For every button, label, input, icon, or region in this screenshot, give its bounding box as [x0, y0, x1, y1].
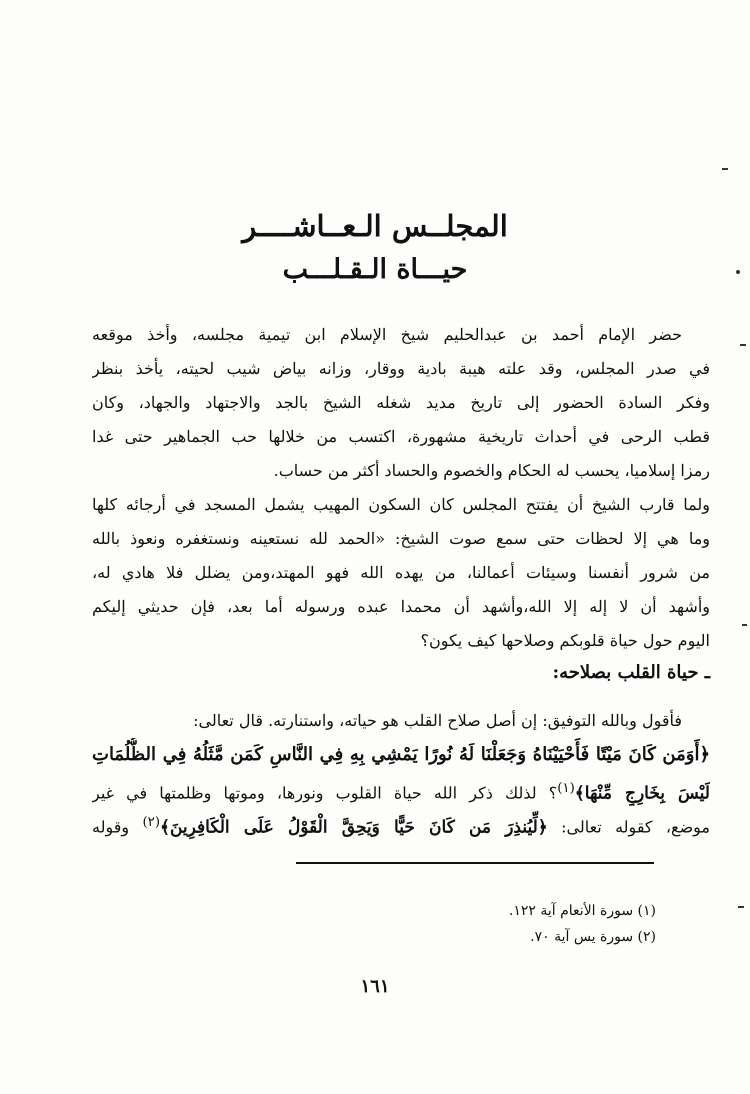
body-line: وأشهد أن لا إله إلا الله،وأشهد أن محمدا عبده ورسوله أما بعد، فإن حديثي إليكم	[92, 597, 710, 616]
body-line: قطب الرحى في أحداث تاريخية مشهورة، اكتسب من خلالها حب الجماهير حتى غدا	[92, 427, 710, 446]
scan-mark	[740, 344, 746, 346]
footnote: (١) سورة الأنعام آية ١٢٢.	[508, 903, 656, 919]
mixed-line	[92, 806, 710, 840]
body-text: وقوله	[92, 817, 130, 837]
footnote-ref: (٢)	[142, 815, 161, 830]
body-line: وفكر السادة الحضور إلى تاريخ مديد شغله الشيخ بالجد والاجتهاد والجهاد، وكان	[92, 393, 710, 412]
body-line: حضر الإمام أحمد بن عبدالحليم شيخ الإسلام ابن تيمية مجلسه، وأخذ موقعه	[92, 325, 682, 344]
body-line: من شرور أنفسنا وسيئات أعمالنا، من يهده الله فهو المهتد،ومن يضلل فلا هادي له،	[92, 563, 710, 582]
footnote-divider	[296, 862, 654, 864]
body-line: رمزا إسلاميا، يحسب له الحكام والخصوم والحساد أكثر من حساب.	[273, 461, 710, 480]
chapter-subtitle: حيـــاة الـقـلـــب	[282, 254, 468, 285]
body-text: موضع، كقوله تعالى:	[561, 817, 710, 837]
scan-mark	[742, 624, 747, 626]
scan-mark	[736, 270, 740, 274]
scan-mark	[722, 168, 728, 170]
page-number: ١٦١	[360, 976, 390, 997]
body-text: ؟ لذلك ذكر الله حياة القلوب ونورها، وموتها وظلمتها في غير	[92, 783, 558, 803]
footnote: (٢) سورة يس آية ٧٠.	[530, 929, 656, 945]
section-heading: ـ حياة القلب بصلاحه:	[552, 662, 710, 683]
section-line: فأقول وبالله التوفيق: إن أصل صلاح القلب هو حياته، واستنارته. قال تعالى:	[193, 711, 682, 730]
body-line: ولما قارب الشيخ أن يفتتح المجلس كان السكون المهيب يشمل المسجد في أرجائه كلها	[92, 495, 710, 514]
quran-verse-line: ﴿أَوَمَن كَانَ مَيْتًا فَأَحْيَيْنَاهُ وَجَعَلْنَا لَهُ نُورًا يَمْشِي بِهِ فِي النَّاسِ كَمَن مَّثَلُهُ فِي الظُّلُمَاتِ	[92, 744, 710, 765]
footnote-ref: (١)	[557, 781, 575, 796]
body-line: اليوم حول حياة قلوبكم وصلاحها كيف يكون؟	[420, 631, 710, 650]
mixed-line	[92, 772, 710, 806]
quran-verse: ﴿لِّيُنذِرَ مَن كَانَ حَيًّا وَيَحِقَّ الْقَوْلُ عَلَى الْكَافِرِينَ﴾	[160, 817, 548, 838]
scan-mark	[738, 906, 744, 908]
body-line: في صدر المجلس، وقد علته هيبة بادية ووقار، وزانه بياض شيب لحيته، يأخذ بنظر	[92, 359, 710, 378]
chapter-title: المجلــس الـعــاشــــر	[242, 209, 508, 243]
quran-verse: لَيْسَ بِخَارِجٍ مِّنْهَا﴾	[574, 783, 710, 804]
body-line: وما هي إلا لحظات حتى سمع صوت الشيخ: «الحمد لله نستعينه ونستغفره ونعوذ بالله	[92, 529, 710, 548]
